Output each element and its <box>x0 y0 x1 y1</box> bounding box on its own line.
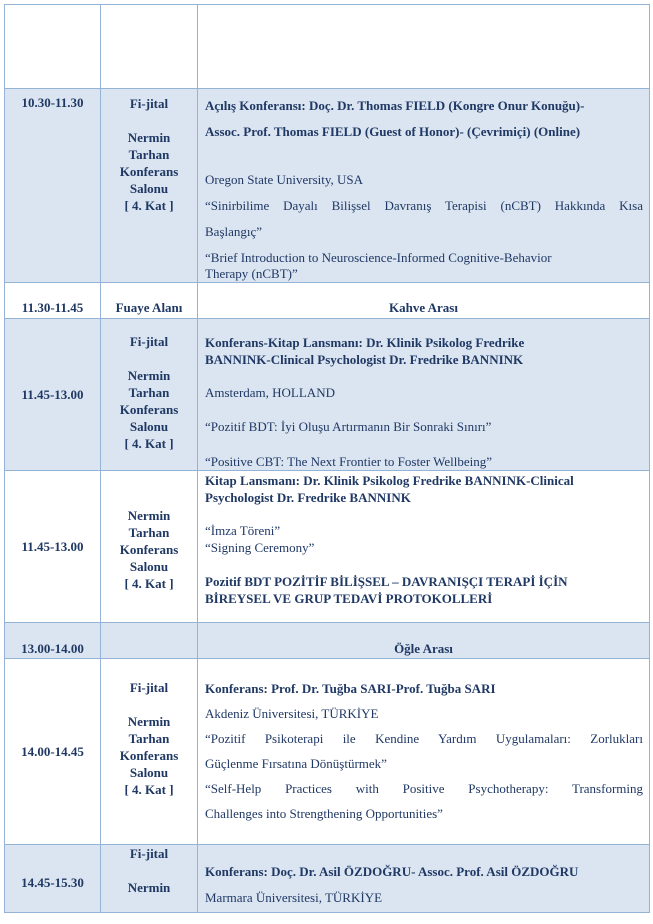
book-title: Pozitif BDT POZİTİF BİLİŞSEL – DAVRANIŞÇI TERAPİ İÇİN <box>205 574 568 589</box>
venue-line: Nermin <box>127 714 171 729</box>
venue-cell <box>101 89 198 283</box>
time-label: 10.30-11.30 <box>21 95 84 110</box>
time-cell <box>5 5 101 89</box>
venue-line: [ 4. Kat ] <box>124 198 174 213</box>
venue-line: Tarhan <box>128 525 170 540</box>
venue-line: Nermin <box>127 508 171 523</box>
venue-line: Salonu <box>129 419 169 434</box>
venue-line: Konferans <box>119 748 179 763</box>
affiliation: Oregon State University, USA <box>205 172 364 187</box>
venue-cell <box>101 319 198 471</box>
talk-title-en: “Brief Introduction to Neuroscience-Informed Cognitive-Behavior <box>205 250 552 265</box>
time-cell <box>5 845 101 913</box>
talk-title-en: “Self-Help Practices with Positive Psychotherapy: Transforming <box>205 781 643 796</box>
ceremony-en: “Signing Ceremony” <box>205 540 315 555</box>
affiliation: Amsterdam, HOLLAND <box>205 385 335 400</box>
time-label: 11.45-13.00 <box>21 538 84 554</box>
venue-line: Nermin <box>127 368 171 383</box>
time-cell <box>5 471 101 623</box>
table-row <box>5 5 650 89</box>
time-cell <box>5 89 101 283</box>
venue-line: Nermin <box>127 130 171 145</box>
venue-line: Tarhan <box>128 147 170 162</box>
talk-title-tr: “Pozitif Psikoterapi ile Kendine Yardım Uygulamaları: Zorlukları <box>205 731 643 746</box>
time-cell <box>5 659 101 845</box>
affiliation: Akdeniz Üniversitesi, TÜRKİYE <box>205 706 379 721</box>
description-cell <box>198 319 650 471</box>
venue-cell <box>101 845 198 913</box>
venue-line: Tarhan <box>128 385 170 400</box>
session-title: Konferans-Kitap Lansmanı: Dr. Klinik Psikolog Fredrike <box>205 335 525 350</box>
description-cell <box>198 659 650 845</box>
ceremony-tr: “İmza Töreni” <box>205 523 281 538</box>
venue-line: Tarhan <box>128 731 170 746</box>
table-row <box>5 623 650 659</box>
time-cell <box>5 283 101 319</box>
talk-title-en: “Positive CBT: The Next Frontier to Foster Wellbeing” <box>205 454 493 469</box>
time-label: 11.30-11.45 <box>21 300 84 315</box>
table-row <box>5 319 650 471</box>
table-row <box>5 845 650 913</box>
table-row <box>5 471 650 623</box>
time-cell <box>5 623 101 659</box>
description-cell <box>198 623 650 659</box>
table-row <box>5 89 650 283</box>
venue-cell <box>101 623 198 659</box>
venue-line: Fi-jital <box>129 846 169 861</box>
description-cell <box>198 471 650 623</box>
talk-title-tr: “Sinirbilime Dayalı Bilişsel Davranış Terapisi (nCBT) Hakkında Kısa <box>205 198 643 213</box>
venue-cell <box>101 471 198 623</box>
talk-title-tr: “Pozitif BDT: İyi Oluşu Artırmanın Bir Sonraki Sınırı” <box>205 419 492 434</box>
venue-line: [ 4. Kat ] <box>124 576 174 591</box>
talk-title-tr: Başlangıç” <box>205 224 263 239</box>
venue-line: Fi-jital <box>129 334 169 349</box>
session-title: Açılış Konferansı: Doç. Dr. Thomas FIELD (Kongre Onur Konuğu)- <box>205 98 585 113</box>
session-title: Konferans: Doç. Dr. Asil ÖZDOĞRU- Assoc. Prof. Asil ÖZDOĞRU <box>205 864 579 879</box>
venue-line: Salonu <box>129 559 169 574</box>
session-title: Kitap Lansmanı: Dr. Klinik Psikolog Fredrike BANNINK-Clinical <box>205 473 574 488</box>
talk-title-tr: Güçlenme Fırsatına Dönüştürmek” <box>205 756 387 771</box>
time-cell <box>5 319 101 471</box>
venue-line: Salonu <box>129 765 169 780</box>
schedule-table <box>4 4 650 913</box>
venue-cell <box>101 5 198 89</box>
time-label: 14.45-15.30 <box>21 875 84 890</box>
description-cell <box>198 89 650 283</box>
break-label: Öğle Arası <box>394 641 453 656</box>
description-cell <box>198 845 650 913</box>
session-title: BANNINK-Clinical Psychologist Dr. Fredrike BANNINK <box>205 352 524 367</box>
table-row <box>5 283 650 319</box>
affiliation: Marmara Üniversitesi, TÜRKİYE <box>205 890 383 905</box>
venue-line: Konferans <box>119 164 179 179</box>
time-label: 13.00-14.00 <box>21 641 84 656</box>
time-label: 11.45-13.00 <box>21 386 84 402</box>
book-title: BİREYSEL VE GRUP TEDAVİ PROTOKOLLERİ <box>205 591 493 606</box>
venue-line: Konferans <box>119 542 179 557</box>
venue-line: Fi-jital <box>129 680 169 695</box>
venue-cell <box>101 659 198 845</box>
table-row <box>5 659 650 845</box>
session-title: Assoc. Prof. Thomas FIELD (Guest of Honor)- (Çevrimiçi) (Online) <box>205 124 581 139</box>
venue-cell <box>101 283 198 319</box>
session-title: Psychologist Dr. Fredrike BANNINK <box>205 490 411 505</box>
session-title: Konferans: Prof. Dr. Tuğba SARI-Prof. Tuğba SARI <box>205 681 496 696</box>
break-label: Kahve Arası <box>389 300 458 315</box>
description-cell <box>198 283 650 319</box>
talk-title-en: Challenges into Strengthening Opportunities” <box>205 806 443 821</box>
venue-line: [ 4. Kat ] <box>124 782 174 797</box>
venue-label: Fuaye Alanı <box>115 300 183 315</box>
venue-line: [ 4. Kat ] <box>124 436 174 451</box>
time-label: 14.00-14.45 <box>21 743 84 759</box>
venue-line: Konferans <box>119 402 179 417</box>
talk-title-en: Therapy (nCBT)” <box>205 266 298 281</box>
venue-line: Salonu <box>129 181 169 196</box>
venue-line: Fi-jital <box>129 96 169 111</box>
description-cell <box>198 5 650 89</box>
venue-line: Nermin <box>127 880 171 895</box>
